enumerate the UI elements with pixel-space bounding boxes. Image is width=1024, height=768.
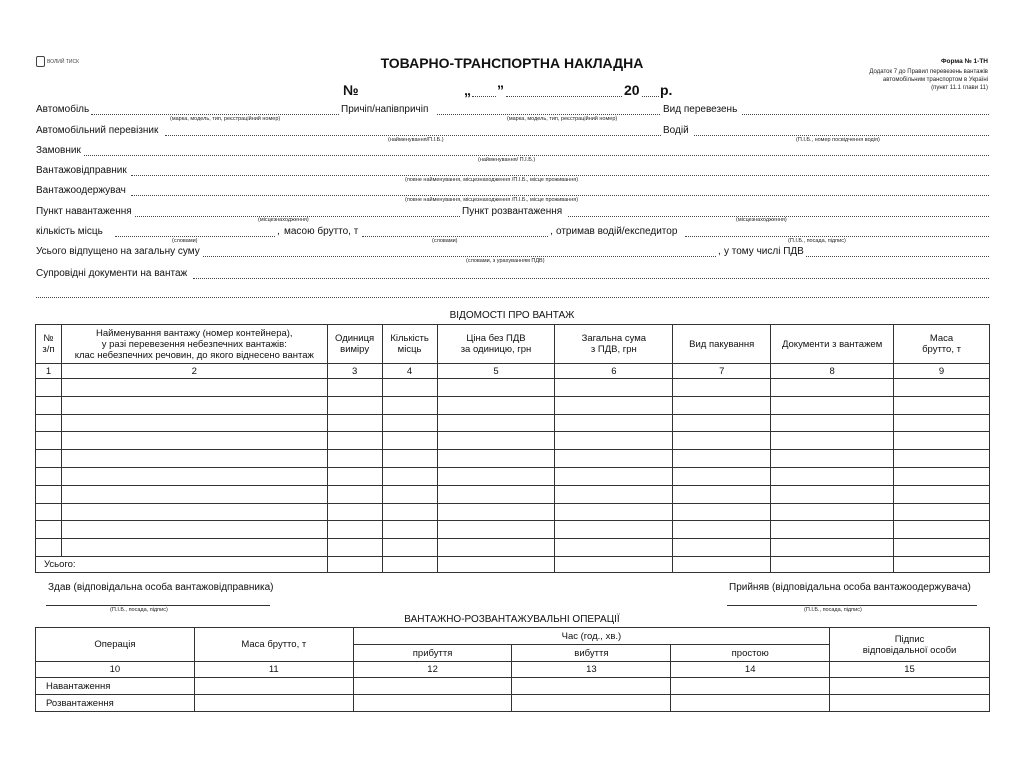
vat-field[interactable] <box>806 256 989 257</box>
table-cell[interactable] <box>353 695 512 712</box>
table-cell[interactable] <box>771 432 894 450</box>
comma-sep: , <box>277 226 280 237</box>
total-sum-field[interactable] <box>203 256 716 257</box>
received-by-hint: (П.І.Б., посада, підпис) <box>788 238 846 244</box>
table-cell[interactable] <box>36 432 62 450</box>
carrier-hint: (найменування/П.І.Б.) <box>388 137 444 143</box>
places-count-label: кількість місць <box>36 226 103 237</box>
header-cell: вибуття <box>512 645 671 662</box>
driver-hint: (П.І.Б., номер посвідчення водія) <box>796 137 880 143</box>
cargo-row <box>36 396 990 414</box>
column-number: 7 <box>673 364 771 379</box>
header-cell: простою <box>671 645 830 662</box>
table-cell[interactable] <box>382 379 437 397</box>
table-cell[interactable] <box>382 503 437 521</box>
table-cell[interactable] <box>437 503 555 521</box>
shipper-field[interactable] <box>131 175 989 176</box>
table-cell[interactable] <box>555 503 673 521</box>
table-cell[interactable] <box>327 414 382 432</box>
table-cell[interactable] <box>36 467 62 485</box>
table-cell[interactable] <box>894 556 990 572</box>
table-cell[interactable] <box>194 678 353 695</box>
cargo-row <box>36 485 990 503</box>
shipper-hint: (повне найменування, місцезнаходження /П.І.Б., місце проживання) <box>405 177 579 183</box>
table-cell[interactable] <box>771 379 894 397</box>
table-cell[interactable] <box>771 521 894 539</box>
documents-label: Супровідні документи на вантаж <box>36 268 188 279</box>
table-cell[interactable] <box>894 521 990 539</box>
cargo-row <box>36 432 990 450</box>
table-cell[interactable] <box>327 450 382 468</box>
table-cell[interactable] <box>673 414 771 432</box>
operations-row-loading <box>36 678 990 695</box>
header-cell: Кількість місць <box>382 325 437 364</box>
table-cell[interactable] <box>771 485 894 503</box>
table-cell[interactable] <box>437 379 555 397</box>
table-cell[interactable] <box>437 414 555 432</box>
cargo-row <box>36 503 990 521</box>
table-cell[interactable] <box>555 467 673 485</box>
header-cell: Документи з вантажем <box>771 325 894 364</box>
loading-point-label: Пункт навантаження <box>36 206 132 217</box>
date-close-quote: ” <box>497 82 504 98</box>
header-cell: № з/п <box>36 325 62 364</box>
cargo-section-title: ВІДОМОСТІ ПРО ВАНТАЖ <box>449 310 575 321</box>
table-cell[interactable] <box>894 539 990 557</box>
handed-hint: (П.І.Б., посада, підпис) <box>110 607 168 613</box>
carrier-field[interactable] <box>165 135 661 136</box>
handed-signature-field[interactable] <box>46 605 270 606</box>
customer-field[interactable] <box>84 155 989 156</box>
table-cell[interactable] <box>555 521 673 539</box>
loading-point-hint: (місцезнаходження) <box>258 217 309 223</box>
table-cell[interactable] <box>830 695 990 712</box>
table-cell[interactable] <box>512 678 671 695</box>
form-note <box>869 68 988 92</box>
transport-type-field[interactable] <box>742 114 989 115</box>
cargo-rows <box>36 379 990 557</box>
table-cell[interactable] <box>555 396 673 414</box>
table-cell[interactable] <box>382 396 437 414</box>
cargo-row <box>36 521 990 539</box>
driver-label: Водій <box>663 125 689 136</box>
year-prefix: 20 <box>624 82 640 98</box>
customer-label: Замовник <box>36 145 81 156</box>
table-cell[interactable] <box>894 503 990 521</box>
operations-table <box>35 627 990 712</box>
operations-section-title: ВАНТАЖНО-РОЗВАНТАЖУВАЛЬНІ ОПЕРАЦІЇ <box>404 614 620 625</box>
column-number: 2 <box>61 364 327 379</box>
vat-label: у тому числі ПДВ <box>724 246 804 257</box>
table-cell[interactable] <box>673 485 771 503</box>
table-cell[interactable] <box>61 450 327 468</box>
table-cell[interactable] <box>830 678 990 695</box>
header-cell: Маса брутто, т <box>194 628 353 662</box>
table-cell[interactable] <box>36 396 62 414</box>
form-number: Форма № 1-ТН <box>940 58 988 65</box>
cargo-row <box>36 539 990 557</box>
total-sum-hint: (словами, з урахуванням ПДВ) <box>466 258 545 264</box>
table-cell[interactable] <box>437 467 555 485</box>
cargo-row <box>36 414 990 432</box>
column-number: 3 <box>327 364 382 379</box>
header-cell: Ціна без ПДВ за одиницю, грн <box>437 325 555 364</box>
unloading-point-hint: (місцезнаходження) <box>736 217 787 223</box>
date-day-field[interactable] <box>472 96 496 97</box>
car-field[interactable] <box>91 114 339 115</box>
number-label: № <box>343 82 359 98</box>
table-cell[interactable] <box>353 678 512 695</box>
column-number: 6 <box>555 364 673 379</box>
table-cell[interactable] <box>673 432 771 450</box>
table-cell[interactable] <box>555 539 673 557</box>
comma-sep: , <box>718 246 721 257</box>
date-year-field[interactable] <box>642 96 659 97</box>
driver-field[interactable] <box>694 135 989 136</box>
consignee-label: Вантажоодержувач <box>36 185 126 196</box>
cargo-table <box>35 324 990 573</box>
column-number: 14 <box>671 662 830 678</box>
column-number: 1 <box>36 364 62 379</box>
table-cell[interactable] <box>382 432 437 450</box>
table-cell[interactable] <box>437 450 555 468</box>
table-cell[interactable] <box>382 556 437 572</box>
table-cell[interactable] <box>61 414 327 432</box>
cargo-row <box>36 450 990 468</box>
table-cell[interactable] <box>894 432 990 450</box>
table-cell[interactable] <box>555 485 673 503</box>
gross-mass-label: масою брутто, т <box>284 226 359 237</box>
cargo-row <box>36 379 990 397</box>
carrier-label: Автомобільний перевізник <box>36 125 159 136</box>
table-cell[interactable] <box>36 450 62 468</box>
column-number: 15 <box>830 662 990 678</box>
accepted-hint: (П.І.Б., посада, підпис) <box>804 607 862 613</box>
cargo-total-row <box>36 556 990 572</box>
table-cell[interactable] <box>327 467 382 485</box>
table-cell[interactable] <box>327 396 382 414</box>
table-cell[interactable] <box>36 379 62 397</box>
table-cell[interactable] <box>894 467 990 485</box>
customer-hint: (найменування/ П.І.Б.) <box>478 157 536 163</box>
received-by-field[interactable] <box>685 236 989 237</box>
total-sum-label: Усього відпущено на загальну суму <box>36 246 200 257</box>
table-cell[interactable] <box>61 503 327 521</box>
table-cell[interactable] <box>555 556 673 572</box>
table-cell[interactable] <box>36 521 62 539</box>
documents-field[interactable] <box>193 278 989 279</box>
table-cell[interactable] <box>36 539 62 557</box>
table-cell[interactable] <box>437 396 555 414</box>
column-number: 5 <box>437 364 555 379</box>
table-cell[interactable] <box>437 485 555 503</box>
header-cell: Вид пакування <box>673 325 771 364</box>
table-cell[interactable] <box>771 450 894 468</box>
table-cell[interactable] <box>327 521 382 539</box>
table-cell[interactable] <box>36 485 62 503</box>
header-cell: Час (год., хв.) <box>353 628 829 645</box>
column-number: 11 <box>194 662 353 678</box>
note-line: Додаток 7 до Правил перевезень вантажів <box>869 69 988 75</box>
table-cell[interactable] <box>61 379 327 397</box>
header-cell: Підпис відповідальної особи <box>830 628 990 662</box>
table-cell[interactable] <box>673 556 771 572</box>
documents-field-extra[interactable] <box>36 297 989 298</box>
places-count-field[interactable] <box>115 236 275 237</box>
table-cell[interactable] <box>61 396 327 414</box>
consignee-hint: (повне найменування, місцезнаходження /П.І.Б., місце проживання) <box>405 197 579 203</box>
comma-sep: , <box>550 226 553 237</box>
gross-mass-field[interactable] <box>362 236 548 237</box>
shipper-label: Вантажовідправник <box>36 165 127 176</box>
header-cell: прибуття <box>353 645 512 662</box>
table-cell[interactable] <box>61 521 327 539</box>
consignee-field[interactable] <box>131 195 989 196</box>
column-number: 4 <box>382 364 437 379</box>
document-title: ТОВАРНО-ТРАНСПОРТНА НАКЛАДНА <box>380 55 644 71</box>
table-cell[interactable] <box>771 467 894 485</box>
table-cell[interactable] <box>673 467 771 485</box>
table-cell[interactable] <box>382 521 437 539</box>
table-cell[interactable] <box>437 432 555 450</box>
note-line: автомобільним транспортом в Україні <box>882 77 988 83</box>
table-cell[interactable] <box>382 450 437 468</box>
places-count-hint: (словами) <box>172 238 198 244</box>
table-cell[interactable] <box>437 556 555 572</box>
year-suffix: р. <box>660 82 673 98</box>
table-cell[interactable] <box>382 485 437 503</box>
table-cell[interactable] <box>36 414 62 432</box>
table-cell[interactable] <box>61 539 327 557</box>
table-cell[interactable] <box>437 539 555 557</box>
operation-label: Навантаження <box>36 678 195 695</box>
transport-type-label: Вид перевезень <box>663 104 738 115</box>
header-cell: Загальна сума з ПДВ, грн <box>555 325 673 364</box>
table-cell[interactable] <box>673 450 771 468</box>
gross-mass-hint: (словами) <box>432 238 458 244</box>
table-cell[interactable] <box>894 396 990 414</box>
column-number-row <box>36 364 990 379</box>
header-cell: Маса брутто, т <box>894 325 990 364</box>
table-cell[interactable] <box>673 521 771 539</box>
column-number: 10 <box>36 662 195 678</box>
table-cell[interactable] <box>555 432 673 450</box>
received-by-label: отримав водій/експедитор <box>556 226 678 237</box>
unloading-point-label: Пункт розвантаження <box>462 206 563 217</box>
table-cell[interactable] <box>673 396 771 414</box>
table-cell[interactable] <box>327 503 382 521</box>
table-cell[interactable] <box>673 503 771 521</box>
cargo-row <box>36 467 990 485</box>
table-cell[interactable] <box>673 379 771 397</box>
table-cell[interactable] <box>382 467 437 485</box>
trailer-field[interactable] <box>437 114 660 115</box>
table-cell[interactable] <box>894 485 990 503</box>
table-cell[interactable] <box>437 521 555 539</box>
column-number: 9 <box>894 364 990 379</box>
date-open-quote: „ <box>464 82 471 98</box>
table-cell[interactable] <box>327 556 382 572</box>
date-month-field[interactable] <box>506 96 622 97</box>
table-cell[interactable] <box>36 503 62 521</box>
table-cell[interactable] <box>555 450 673 468</box>
table-cell[interactable] <box>771 414 894 432</box>
operations-number-row <box>36 662 990 678</box>
cargo-header-row <box>36 325 990 364</box>
table-cell[interactable] <box>382 539 437 557</box>
trailer-hint: (марка, модель, тип, реєстраційний номер) <box>507 116 618 122</box>
operations-row-unloading <box>36 695 990 712</box>
table-cell[interactable] <box>894 450 990 468</box>
table-cell[interactable] <box>673 539 771 557</box>
total-label: Усього: <box>36 556 328 572</box>
car-label: Автомобіль <box>36 104 90 115</box>
table-cell[interactable] <box>512 695 671 712</box>
table-cell[interactable] <box>771 503 894 521</box>
operations-header-row <box>36 628 990 645</box>
trailer-label: Причіп/напівпричіп <box>341 104 429 115</box>
header-cell: Найменування вантажу (номер контейнера), у разі перевезення небезпечних вантажів: клас небезпечних речовин, до якого віднесено вантаж <box>61 325 327 364</box>
table-cell[interactable] <box>555 379 673 397</box>
table-cell[interactable] <box>382 414 437 432</box>
handed-label: Здав (відповідальна особа вантажовідправника) <box>48 582 274 593</box>
header-cell: Операція <box>36 628 195 662</box>
column-number: 8 <box>771 364 894 379</box>
table-cell[interactable] <box>771 556 894 572</box>
operation-label: Розвантаження <box>36 695 195 712</box>
table-cell[interactable] <box>61 485 327 503</box>
column-number: 12 <box>353 662 512 678</box>
table-cell[interactable] <box>327 539 382 557</box>
table-cell[interactable] <box>771 539 894 557</box>
table-cell[interactable] <box>327 432 382 450</box>
table-cell[interactable] <box>771 396 894 414</box>
accepted-label: Прийняв (відповідальна особа вантажоодержувача) <box>729 582 971 593</box>
table-cell[interactable] <box>61 467 327 485</box>
column-number: 13 <box>512 662 671 678</box>
table-cell[interactable] <box>671 678 830 695</box>
logo-text: ВОЛИЙ ТИСК <box>47 58 80 65</box>
car-hint: (марка, модель, тип, реєстраційний номер) <box>170 116 281 122</box>
table-cell[interactable] <box>327 379 382 397</box>
table-cell[interactable] <box>555 414 673 432</box>
table-cell[interactable] <box>894 414 990 432</box>
table-cell[interactable] <box>894 379 990 397</box>
header-cell: Одиниця виміру <box>327 325 382 364</box>
table-cell[interactable] <box>194 695 353 712</box>
table-cell[interactable] <box>671 695 830 712</box>
table-cell[interactable] <box>61 432 327 450</box>
note-line: (пункт 11.1 глави 11) <box>931 85 988 91</box>
accepted-signature-field[interactable] <box>727 605 977 606</box>
table-cell[interactable] <box>327 485 382 503</box>
